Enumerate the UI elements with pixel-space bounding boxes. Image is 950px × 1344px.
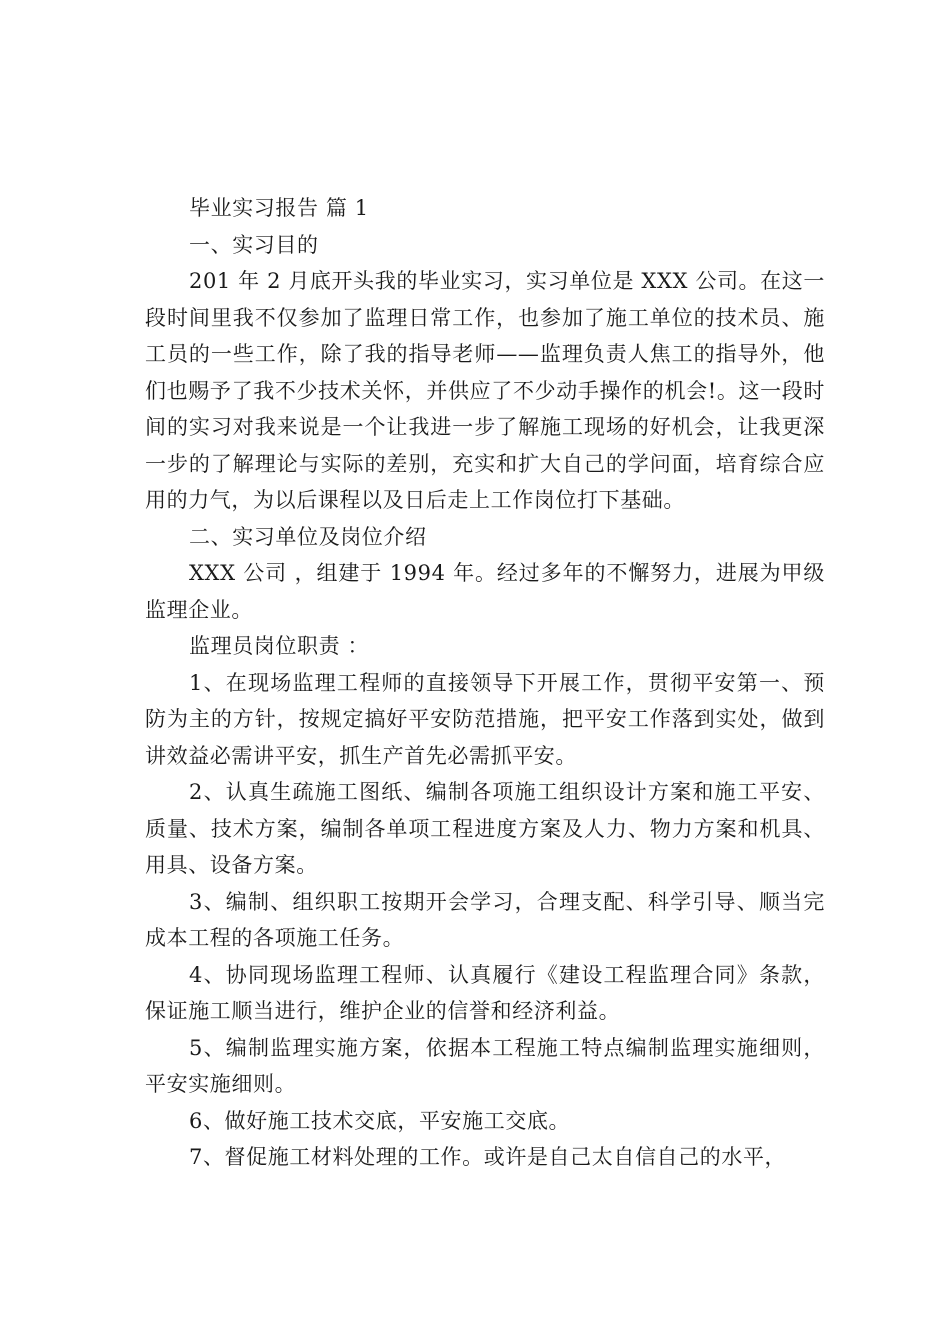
section-heading-unit: 二、实习单位及岗位介绍 xyxy=(189,524,427,549)
duty-item: 4、协同现场监理工程师、认真履行《建设工程监理合同》条款，保证施工顺当进行，维护企业的信誉和经济利益。 xyxy=(145,962,825,1023)
section-heading-purpose: 一、实习目的 xyxy=(189,232,319,257)
document-page xyxy=(145,190,825,1176)
duty-item: 3、编制、组织职工按期开会学习，合理支配、科学引导、顺当完成本工程的各项施工任务。 xyxy=(145,889,825,950)
duty-item: 1、在现场监理工程师的直接领导下开展工作，贯彻平安第一、预防为主的方针，按规定搞好平安防范措施，把平安工作落到实处，做到讲效益必需讲平安，抓生产首先必需抓平安。 xyxy=(145,670,825,768)
duty-item: 5、编制监理实施方案，依据本工程施工特点编制监理实施细则，平安实施细则。 xyxy=(145,1035,825,1096)
duty-item: 2、认真生疏施工图纸、编制各项施工组织设计方案和施工平安、质量、技术方案，编制各单项工程进度方案及人力、物力方案和机具、用具、设备方案。 xyxy=(145,780,825,877)
paragraph-purpose: 201 年 2 月底开头我的毕业实习，实习单位是 XXX 公司。在这一段时间里我不仅参加了监理日常工作，也参加了施工单位的技术员、施工员的一些工作，除了我的指导老师——监理负责人焦工的指导外，他们也赐予了我不少技术关怀，并供应了不少动手操作的机会!。这一段时间的实习对我来说是一个让我进一步了解施工现场的好机会，让我更深一步的了解理论与实际的差别，充实和扩大自己的学问面，培育综合应用的力气，为以后课程以及日后走上工作岗位打下基础。 xyxy=(145,269,825,512)
document-title: 毕业实习报告 篇 1 xyxy=(189,196,369,220)
paragraph-unit: XXX 公司 ，组建于 1994 年。经过多年的不懈努力，进展为甲级监理企业。 xyxy=(145,561,825,622)
duty-item: 6、做好施工技术交底，平安施工交底。 xyxy=(189,1108,571,1133)
duty-item: 7、督促施工材料处理的工作。或许是自己太自信自己的水平， xyxy=(189,1145,787,1169)
duties-heading: 监理员岗位职责 ： xyxy=(189,634,370,658)
